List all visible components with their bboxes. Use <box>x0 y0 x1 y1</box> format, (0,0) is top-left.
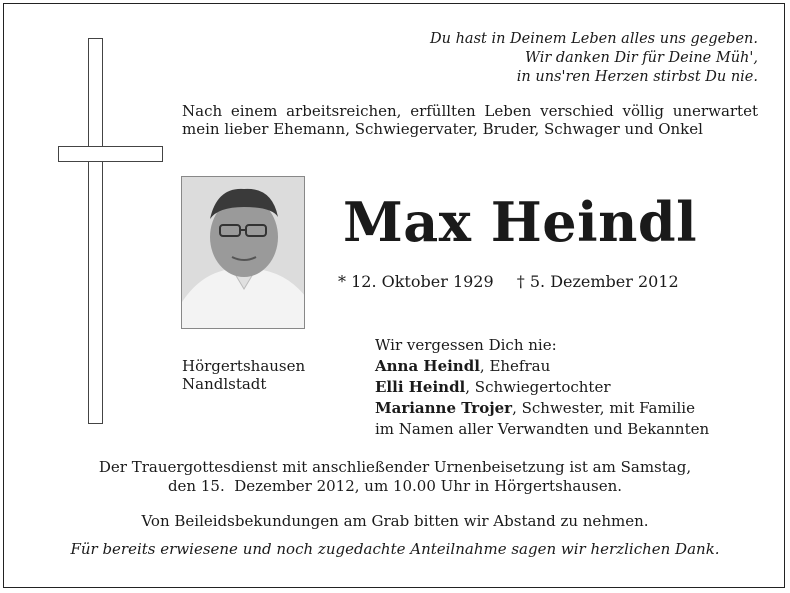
poem <box>338 30 758 87</box>
mourner-name: Elli Heindl <box>375 378 466 396</box>
notice-border <box>3 3 785 588</box>
mourner-name: Anna Heindl <box>375 357 480 375</box>
place: Nandlstadt <box>182 375 267 393</box>
poem-line: Wir danken Dir für Deine Müh', <box>525 50 758 66</box>
mourners-list <box>375 335 709 440</box>
mourner-role: , Schwiegertochter <box>465 378 611 396</box>
places <box>182 357 305 393</box>
portrait-photo <box>181 176 305 329</box>
mourners-heading: Wir vergessen Dich nie: <box>375 336 557 354</box>
mourner-entry <box>375 398 709 419</box>
mourner-role: , Ehefrau <box>479 357 551 375</box>
mourner-entry <box>375 377 709 398</box>
service-info <box>30 458 760 496</box>
mourners-closing: im Namen aller Verwandten und Bekannten <box>375 420 710 438</box>
thanks-line: Für bereits erwiesene und noch zugedachte Anteilnahme sagen wir herzlichen Dank. <box>70 540 720 558</box>
deceased-name: Max Heindl <box>343 190 698 254</box>
place: Hörgertshausen <box>182 357 306 375</box>
service-line: den 15. Dezember 2012, um 10.00 Uhr in Hörgertshausen. <box>167 477 623 495</box>
poem-line: Du hast in Deinem Leben alles uns gegeben. <box>430 31 758 47</box>
birth-date: * 12. Oktober 1929 <box>338 272 494 291</box>
mourner-name: Marianne Trojer <box>375 399 513 417</box>
life-dates <box>338 272 697 292</box>
poem-line: in uns'ren Herzen stirbst Du nie. <box>516 69 758 85</box>
service-line: Der Trauergottesdienst mit anschließender Urnenbeisetzung ist am Samstag, <box>98 458 692 476</box>
mourner-role: , Schwester, mit Familie <box>512 399 695 417</box>
intro-text: Nach einem arbeitsreichen, erfüllten Leben verschied völlig unerwartet mein lieber Ehemann, Schwiegervater, Bruder, Schwager und Onkel <box>182 102 758 138</box>
mourner-entry <box>375 356 709 377</box>
death-date: † 5. Dezember 2012 <box>516 272 679 291</box>
condolence-request: Von Beileidsbekundungen am Grab bitten wir Abstand zu nehmen. <box>141 512 649 530</box>
